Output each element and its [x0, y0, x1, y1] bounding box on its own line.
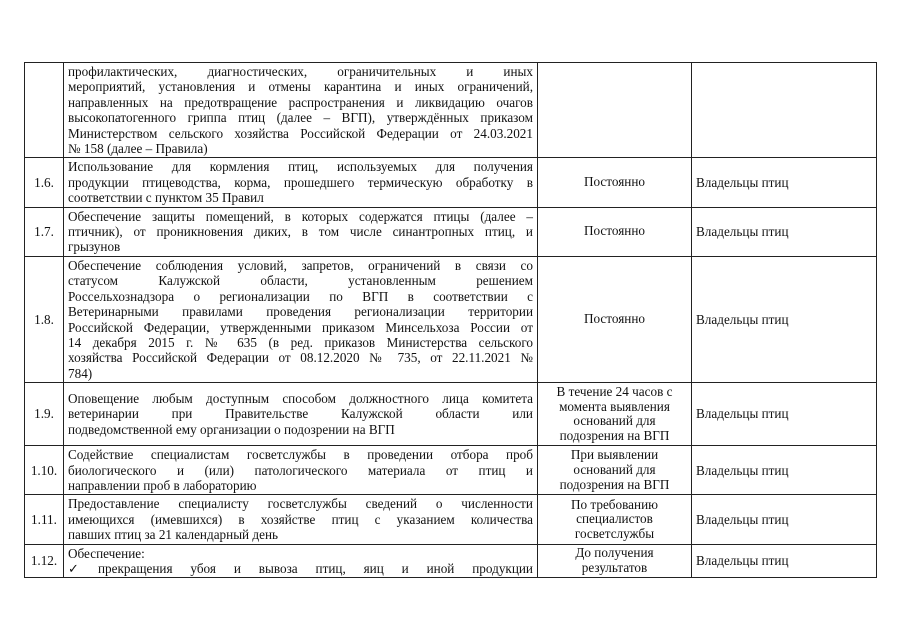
row-description	[64, 383, 538, 446]
description-line: подведомственной ему организации о подозрении на ВГП	[68, 421, 395, 437]
description-line: Российской Федерации, утвержденными приказом Минсельхоза России от	[68, 319, 533, 335]
description-line: ветеринарии при Правительстве Калужской области или	[68, 406, 533, 422]
row-responsible: Владельцы птиц	[692, 544, 877, 578]
description-line: № 158 (далее – Правила)	[68, 141, 208, 157]
description-line: грызунов	[68, 239, 121, 255]
description-line: Ветеринарными правилами проведения регионализации территории	[68, 304, 533, 320]
description-line: биологического и (или) патологического материала от птиц и	[68, 462, 533, 478]
description-line: павших птиц за 21 календарный день	[68, 527, 279, 543]
row-responsible: Владельцы птиц	[692, 207, 877, 256]
row-term	[538, 63, 692, 158]
measures-table	[24, 62, 877, 578]
row-number: 1.10.	[25, 446, 64, 495]
table-row	[25, 383, 877, 446]
term-line: оснований для	[573, 461, 656, 477]
description-line: Оповещение любым доступным способом должностного лица комитета	[68, 391, 533, 407]
description-line: высокопатогенного гриппа птиц (далее – ВГП), утверждённых приказом	[68, 110, 533, 126]
row-responsible: Владельцы птиц	[692, 495, 877, 544]
row-responsible: Владельцы птиц	[692, 158, 877, 207]
row-term: Постоянно	[538, 207, 692, 256]
table-row	[25, 446, 877, 495]
term-line: госветслужбы	[574, 525, 655, 541]
row-responsible: Владельцы птиц	[692, 446, 877, 495]
table-row	[25, 158, 877, 207]
row-description	[64, 256, 538, 382]
row-responsible: Владельцы птиц	[692, 256, 877, 382]
row-term	[538, 446, 692, 495]
row-number: 1.7.	[25, 207, 64, 256]
table-row	[25, 63, 877, 158]
term-line: По требованию	[571, 496, 658, 512]
row-term	[538, 383, 692, 446]
row-number	[25, 63, 64, 158]
row-number: 1.12.	[25, 544, 64, 578]
row-responsible	[692, 63, 877, 158]
description-line: Министерством сельского хозяйства Российской Федерации от 24.03.2021	[68, 125, 533, 141]
row-term: Постоянно	[538, 158, 692, 207]
term-line: специалистов	[576, 511, 653, 527]
row-description	[64, 446, 538, 495]
term-line: оснований для	[573, 413, 656, 429]
row-description	[64, 158, 538, 207]
description-line: Использование для кормления птиц, используемых для получения	[68, 159, 533, 175]
description-line	[68, 561, 533, 576]
description-line: мероприятий, установления и отмены карантина и иных ограничений,	[68, 79, 533, 95]
row-term	[538, 544, 692, 578]
term-line: В течение 24 часов с	[556, 383, 673, 399]
description-line: Обеспечение соблюдения условий, запретов, ограничений в связи со	[68, 257, 533, 273]
row-description	[64, 63, 538, 158]
term-line: До получения	[575, 545, 654, 561]
term-line: При выявлении	[570, 447, 659, 463]
row-number: 1.9.	[25, 383, 64, 446]
description-line: направлении проб в лабораторию	[68, 477, 257, 493]
description-line: хозяйства Российской Федерации от 08.12.2020 № 735, от 22.11.2021 №	[68, 350, 533, 366]
table-row	[25, 256, 877, 382]
row-description	[64, 495, 538, 544]
description-line: Содействие специалистам госветслужбы в проведении отбора проб	[68, 447, 533, 463]
term-line: подозрения на ВГП	[559, 476, 670, 492]
description-line: имеющихся (имевшихся) в хозяйстве птиц с указанием количества	[68, 511, 533, 527]
description-line: статусом Калужской области, установленным решением	[68, 273, 533, 289]
description-line: профилактических, диагностических, ограничительных и иных	[68, 64, 533, 79]
description-line: Предоставление специалисту госветслужбы сведений о численности	[68, 496, 533, 512]
term-line: момента выявления	[559, 398, 670, 414]
checkmark-icon: ✓	[68, 560, 80, 576]
row-number: 1.6.	[25, 158, 64, 207]
description-line: 784)	[68, 365, 93, 381]
row-responsible: Владельцы птиц	[692, 383, 877, 446]
row-description	[64, 207, 538, 256]
description-line: Обеспечение защиты помещений, в которых содержатся птицы (далее –	[68, 208, 533, 224]
row-number: 1.8.	[25, 256, 64, 382]
row-number: 1.11.	[25, 495, 64, 544]
table-row	[25, 544, 877, 578]
row-term: Постоянно	[538, 256, 692, 382]
description-line: соответствии с пунктом 35 Правил	[68, 190, 264, 206]
table-row	[25, 207, 877, 256]
description-line: продукции птицеводства, корма, прошедшего термическую обработку в	[68, 174, 533, 190]
description-line: 14 декабря 2015 г. № 635 (в ред. приказов Министерства сельского	[68, 334, 533, 350]
term-line: подозрения на ВГП	[559, 427, 670, 443]
description-line: птичник), от проникновения диких, в том числе синантропных птиц, и	[68, 224, 533, 240]
description-line-text: прекращения убоя и вывоза птиц, яиц и иной продукции	[98, 560, 533, 576]
row-description	[64, 544, 538, 578]
term-line: результатов	[581, 559, 648, 575]
description-line: Россельхознадзора о регионализации по ВГП в соответствии с	[68, 288, 533, 304]
description-line: Обеспечение:	[68, 545, 145, 561]
table-row	[25, 495, 877, 544]
row-term	[538, 495, 692, 544]
description-line: направленных на предотвращение распространения и ликвидацию очагов	[68, 94, 533, 110]
